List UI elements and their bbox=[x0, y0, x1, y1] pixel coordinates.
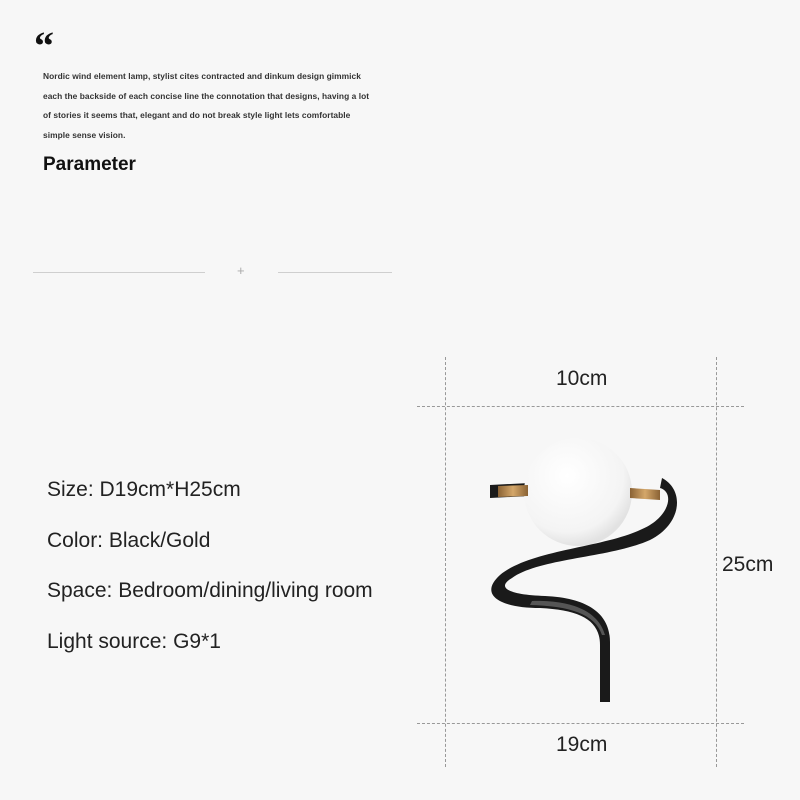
dimension-top-label: 10cm bbox=[556, 367, 608, 390]
dimension-guide-bottom bbox=[417, 723, 744, 724]
description-line: each the backside of each concise line the connotation that designs, having a lot bbox=[43, 90, 370, 101]
dimension-guide-top bbox=[417, 406, 744, 407]
parameter-title: Parameter bbox=[43, 154, 136, 175]
spec-space: Space: Bedroom/dining/living room bbox=[47, 579, 373, 602]
spec-color: Color: Black/Gold bbox=[47, 529, 211, 552]
separator-line-right bbox=[278, 272, 392, 273]
separator-plus-icon: + bbox=[237, 263, 245, 278]
separator-line-left bbox=[33, 272, 205, 273]
description-line: Nordic wind element lamp, stylist cites contracted and dinkum design gimmick bbox=[43, 71, 361, 81]
lamp-band-gold-left bbox=[498, 485, 528, 497]
spec-size: Size: D19cm*H25cm bbox=[47, 478, 241, 501]
spec-light-source: Light source: G9*1 bbox=[47, 630, 221, 653]
dimension-bottom-label: 19cm bbox=[556, 733, 608, 756]
lamp-globe bbox=[524, 438, 632, 546]
lamp-band-gold-right bbox=[630, 488, 660, 500]
description-line: of stories it seems that, elegant and do not break style light lets comfortable bbox=[43, 110, 351, 120]
quote-mark: “ bbox=[34, 23, 54, 68]
product-description bbox=[43, 67, 413, 145]
lamp-illustration bbox=[470, 430, 690, 710]
dimension-guide-right bbox=[716, 357, 717, 767]
dimension-height-label: 25cm bbox=[722, 553, 774, 576]
dimension-guide-left bbox=[445, 357, 446, 767]
description-line: simple sense vision. bbox=[43, 129, 126, 140]
